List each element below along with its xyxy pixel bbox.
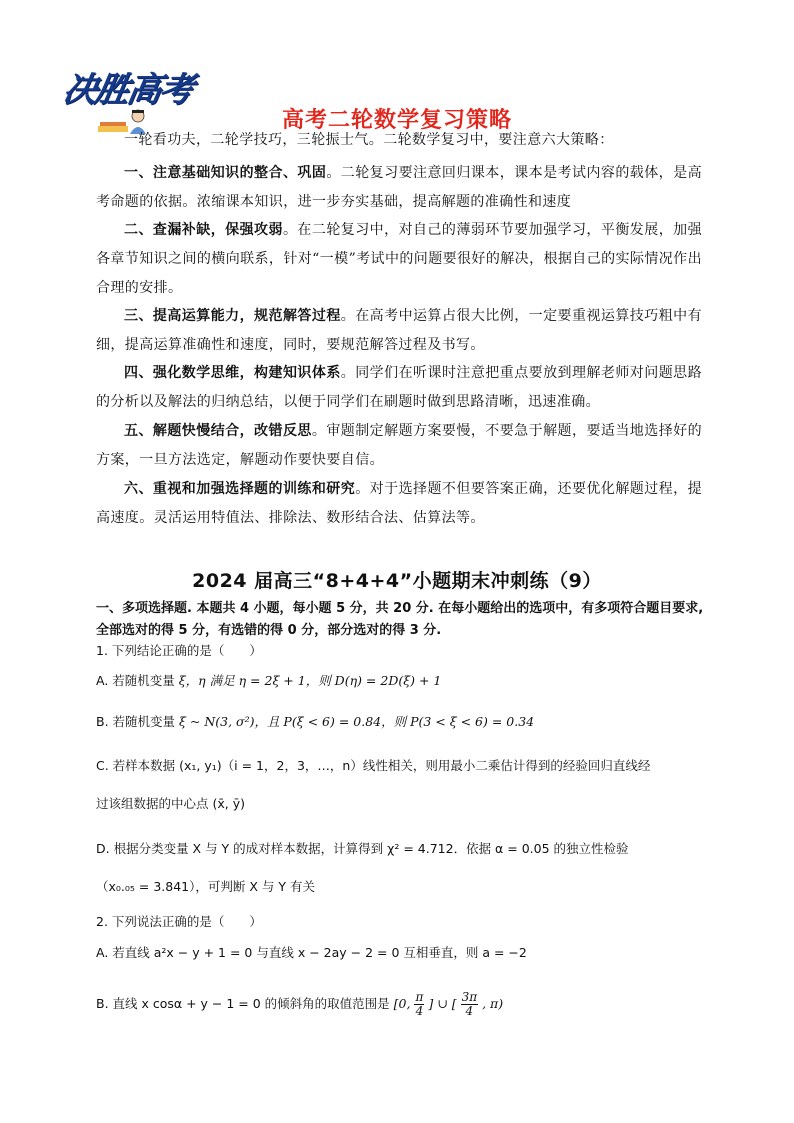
option-b-formula: ξ ~ N(3, σ²)，且 P(ξ < 6) = 0.84，则 P(3 < ξ < 6) = 0.34 <box>179 714 535 729</box>
question-2-option-b <box>96 984 716 1024</box>
question-1-option-d-line1: D. 根据分类变量 X 与 Y 的成对样本数据，计算得到 χ² = 4.712．依据 α = 0.05 的独立性检验 <box>96 841 629 856</box>
strategy-item-1 <box>96 159 702 217</box>
page-title: 高考二轮数学复习策略 <box>281 108 512 133</box>
strategy-item-5 <box>96 417 702 475</box>
question-2-option-a: A. 若直线 a²x − y + 1 = 0 与直线 x − 2ay − 2 = 0 互相垂直，则 a = −2 <box>96 945 527 960</box>
interval-1-close: ] <box>428 996 434 1011</box>
exam-title: 2024 届高三“8+4+4”小题期末冲刺练（9） <box>192 570 602 592</box>
interval-1-open: [0, <box>393 996 411 1011</box>
strategy-item-2-text: 。在二轮复习中，对自己的薄弱环节要加强学习，平衡发展，加强各章节知识之间的横向联系，针对“一模”考试中的问题要很好的解决，根据自己的实际情况作出合理的安排。 <box>96 222 702 296</box>
question-1-option-b <box>96 711 716 733</box>
strategy-item-4 <box>96 359 702 417</box>
question-1-option-c-line1: C. 若样本数据 (x₁, y₁)（i = 1，2，3，…，n）线性相关，则用最小二乘估计得到的经验回归直线经 <box>96 758 651 773</box>
strategy-item-3 <box>96 302 702 360</box>
strategy-item-4-text: 。同学们在听课时注意把重点要放到理解老师对问题思路的分析以及解法的归纳总结，以便于同学们在刷题时做到思路清晰，迅速准确。 <box>96 365 703 410</box>
exam-instructions: 一、多项选择题. 本题共 4 小题，每小题 5 分，共 20 分. 在每小题给出的选项中，有多项符合题目要求, 全部选对的得 5 分，有选错的得 0 分，部分选对的得 3 分. <box>96 601 704 638</box>
option-b-prefix-2: B. 直线 x cosα + y − 1 = 0 的倾斜角的取值范围是 <box>96 996 390 1011</box>
strategy-item-6-text: 。对于选择题不但要答案正确，还要优化解题过程，提高速度。灵活运用特值法、排除法、数形结合法、估算法等。 <box>96 481 702 526</box>
option-b-prefix: B. 若随机变量 <box>96 714 176 729</box>
strategy-item-6 <box>96 475 702 533</box>
strategy-intro: 一轮看功夫，二轮学技巧，三轮振士气。二轮数学复习中，要注意六大策略： <box>124 132 614 148</box>
strategy-item-4-heading: 四、强化数学思维，构建知识体系 <box>124 365 341 381</box>
strategy-item-1-text: 。二轮复习要注意回归课本，课本是考试内容的载体，是高考命题的依据。浓缩课本知识，进一步夯实基础，提高解题的准确性和速度 <box>96 165 702 210</box>
union-symbol: ∪ <box>437 996 448 1011</box>
question-1-option-a <box>96 670 716 692</box>
strategy-item-3-text: 。在高考中运算占很大比例，一定要重视运算技巧粗中有细，提高运算准确性和速度，同时，要规范解答过程及书写。 <box>96 308 703 353</box>
fraction-pi-over-4: $\frac{\pi}{4}$ <box>415 990 424 1018</box>
fraction-3pi-over-4: $\frac{3\pi}{4}$ <box>461 990 478 1018</box>
question-1-option-c-line2: 过该组数据的中心点 (x̄, ȳ) <box>96 796 245 811</box>
strategy-item-5-heading: 五、解题快慢结合，改错反思 <box>124 423 312 439</box>
logo-text: 决胜高考 <box>59 70 195 110</box>
question-1-option-d-line2: （x₀.₀₅ = 3.841），可判断 X 与 Y 有关 <box>96 879 315 894</box>
strategy-item-2-heading: 二、查漏补缺，保强攻弱 <box>124 222 283 238</box>
strategy-item-2 <box>96 216 702 303</box>
interval-2-open: [ <box>451 996 457 1011</box>
strategy-item-1-heading: 一、注意基础知识的整合、巩固 <box>124 165 327 181</box>
question-2-stem: 2. 下列说法正确的是（ ） <box>96 914 262 929</box>
interval-2-close: , π) <box>482 996 504 1011</box>
strategy-item-6-heading: 六、重视和加强选择题的训练和研究 <box>124 481 356 497</box>
strategy-item-5-text: 。审题制定解题方案要慢，不要急于解题，要适当地选择好的方案，一旦方法选定，解题动作要快要自信。 <box>96 423 702 468</box>
option-a-formula: ξ，η 满足 η = 2ξ + 1，则 D(η) = 2D(ξ) + 1 <box>178 673 442 688</box>
question-1-stem: 1. 下列结论正确的是（ ） <box>96 643 262 658</box>
option-a-prefix: A. 若随机变量 <box>96 673 175 688</box>
strategy-item-3-heading: 三、提高运算能力，规范解答过程 <box>124 308 341 324</box>
